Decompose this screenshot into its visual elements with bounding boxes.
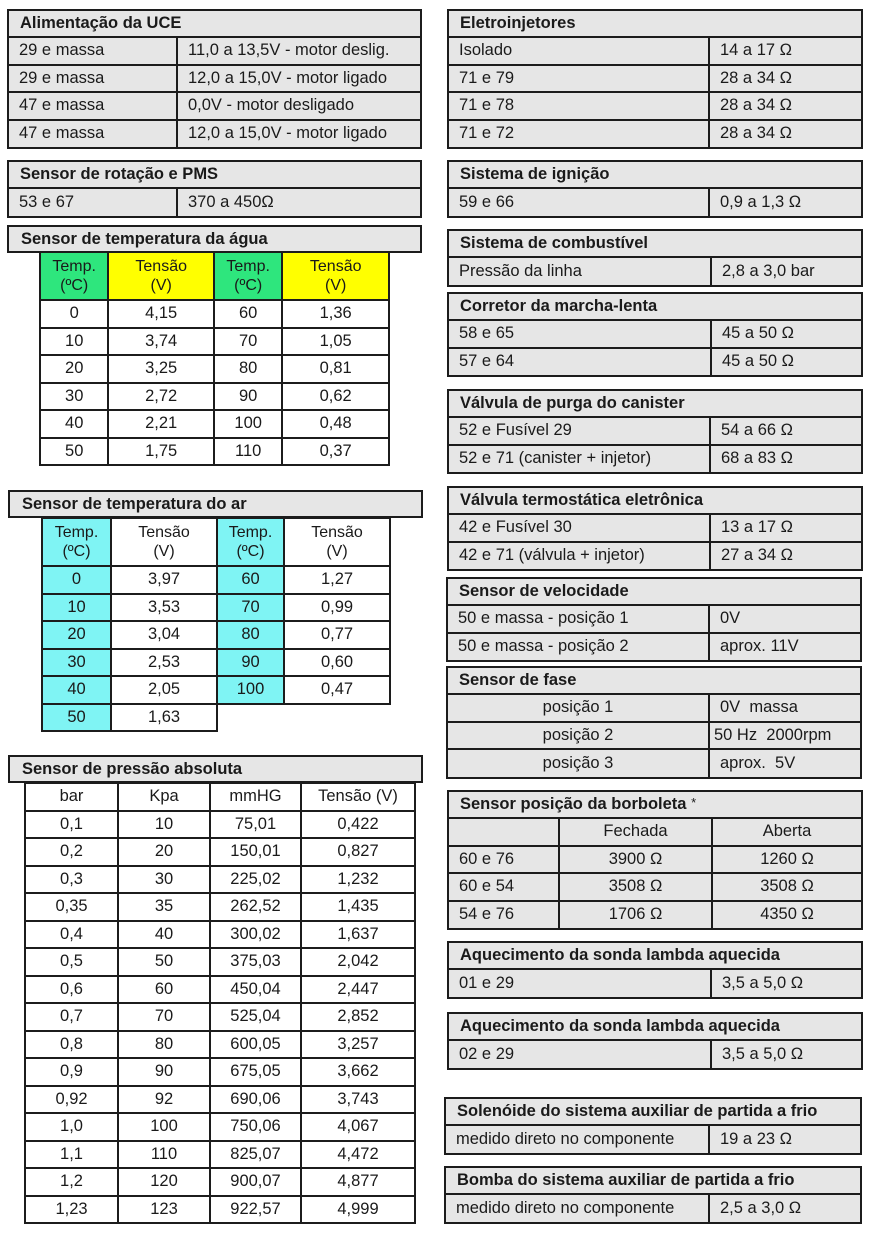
cell: 123 [118, 1196, 210, 1224]
cell: 70 [217, 594, 284, 622]
cell: 54 e 76 [449, 901, 559, 929]
cell: 47 e massa [9, 92, 177, 120]
cell: medido direto no componente [446, 1194, 709, 1222]
table-row [448, 633, 860, 661]
title-text: Sensor posição da borboleta [460, 795, 687, 813]
cell: 900,07 [210, 1168, 301, 1196]
col-header: bar [25, 783, 118, 811]
sensor-velocidade-table [446, 577, 862, 662]
cell: 54 a 66 Ω [710, 417, 861, 445]
cell: 0,2 [25, 838, 118, 866]
table-row [40, 438, 389, 466]
cell: 0,77 [284, 621, 390, 649]
cell: 11,0 a 13,5V - motor deslig. [177, 37, 420, 65]
sonda-lambda-2-table [447, 1012, 863, 1070]
table-row [449, 542, 861, 570]
table-row [448, 722, 860, 750]
table-title: Sistema de combustível [460, 234, 648, 252]
table-row [25, 838, 415, 866]
table-row [449, 188, 861, 216]
table-row [25, 921, 415, 949]
cell: 110 [214, 438, 282, 466]
cell: 30 [42, 649, 111, 677]
table-row [449, 348, 861, 376]
cell: 3,257 [301, 1031, 415, 1059]
cell: 450,04 [210, 976, 301, 1004]
sensor-fase-table [446, 666, 862, 779]
cell: 0,6 [25, 976, 118, 1004]
cell: 120 [118, 1168, 210, 1196]
sensor-temp-ar-title: Sensor de temperatura do ar [8, 490, 423, 518]
cell: Pressão da linha [449, 257, 711, 285]
col-header: Aberta [712, 818, 861, 846]
cell: 45 a 50 Ω [711, 320, 861, 348]
col-header: Tensão (V) [301, 783, 415, 811]
table-row [40, 300, 389, 328]
cell: 1,27 [284, 566, 390, 594]
table-title: Sistema de ignição [460, 165, 610, 183]
table-row [42, 704, 390, 732]
cell: 2,852 [301, 1003, 415, 1031]
sensor-borboleta-table [447, 790, 863, 930]
table-row [449, 37, 861, 65]
table-row [448, 749, 860, 777]
table-row [448, 605, 860, 633]
cell: 0V [709, 605, 860, 633]
cell: 825,07 [210, 1141, 301, 1169]
table-row [25, 1168, 415, 1196]
table-title: Válvula termostática eletrônica [460, 491, 704, 509]
cell: 28 a 34 Ω [709, 120, 861, 148]
table-row [25, 1003, 415, 1031]
cell: 13 a 17 Ω [710, 514, 861, 542]
cell: 0,7 [25, 1003, 118, 1031]
cell: 28 a 34 Ω [709, 92, 861, 120]
table-row [25, 811, 415, 839]
header-text: Tensão (V) [138, 524, 190, 560]
cell: 3,743 [301, 1086, 415, 1114]
table-row [446, 1125, 860, 1153]
cell: 0,8 [25, 1031, 118, 1059]
table-title: Corretor da marcha-lenta [460, 297, 658, 315]
cell: 225,02 [210, 866, 301, 894]
cell: 80 [214, 355, 282, 383]
table-row [25, 1141, 415, 1169]
cell: 0V massa [709, 694, 860, 722]
cell: 0,5 [25, 948, 118, 976]
cell: 1,435 [301, 893, 415, 921]
cell: 150,01 [210, 838, 301, 866]
cell: 50 [40, 438, 108, 466]
cell: 0,0V - motor desligado [177, 92, 420, 120]
cell: 0,99 [284, 594, 390, 622]
cell: 52 e 71 (canister + injetor) [449, 445, 710, 473]
cell: 1,23 [25, 1196, 118, 1224]
eletroinjetores-table [447, 9, 863, 149]
table-row [42, 649, 390, 677]
table-title: Aquecimento da sonda lambda aquecida [460, 946, 780, 964]
table-row [9, 37, 420, 65]
cell: 30 [118, 866, 210, 894]
table-row [9, 120, 420, 148]
table-row [25, 1113, 415, 1141]
cell: 2,72 [108, 383, 214, 411]
table-row [9, 188, 420, 216]
table-row [25, 866, 415, 894]
table-row [42, 621, 390, 649]
cell: 20 [40, 355, 108, 383]
cell: Isolado [449, 37, 709, 65]
sistema-combustivel-table [447, 229, 863, 287]
cell: 12,0 a 15,0V - motor ligado [177, 65, 420, 93]
header-text: Temp. (ºC) [54, 524, 99, 560]
col-header-tensao [282, 252, 389, 300]
cell: 2,8 a 3,0 bar [711, 257, 861, 285]
cell: 70 [214, 328, 282, 356]
table-row [449, 514, 861, 542]
cell: 68 a 83 Ω [710, 445, 861, 473]
cell: 4,067 [301, 1113, 415, 1141]
cell: 75,01 [210, 811, 301, 839]
cell: medido direto no componente [446, 1125, 709, 1153]
table-row [449, 901, 861, 929]
table-header-row [449, 818, 861, 846]
cell: 2,5 a 3,0 Ω [709, 1194, 860, 1222]
cell: 3,25 [108, 355, 214, 383]
header-text: Tensão (V) [135, 258, 187, 294]
table-title: Sensor de fase [459, 671, 577, 689]
table-row [449, 445, 861, 473]
cell: 60 [118, 976, 210, 1004]
cell: 1260 Ω [712, 846, 861, 874]
cell: 50 [42, 704, 111, 732]
cell: 3,53 [111, 594, 217, 622]
cell: 2,21 [108, 410, 214, 438]
cell [217, 704, 284, 732]
cell: 1,05 [282, 328, 389, 356]
cell: 12,0 a 15,0V - motor ligado [177, 120, 420, 148]
cell: aprox. 5V [709, 749, 860, 777]
cell: 0,422 [301, 811, 415, 839]
table-row [449, 257, 861, 285]
cell: 3,97 [111, 566, 217, 594]
cell: 28 a 34 Ω [709, 65, 861, 93]
cell: 50 e massa - posição 2 [448, 633, 709, 661]
sensor-rotacao-table [7, 160, 422, 218]
cell: 50 [118, 948, 210, 976]
table-title: Eletroinjetores [460, 14, 576, 32]
cell: 52 e Fusível 29 [449, 417, 710, 445]
cell: posição 3 [448, 749, 709, 777]
cell: 4,999 [301, 1196, 415, 1224]
table-row [40, 410, 389, 438]
cell: 375,03 [210, 948, 301, 976]
cell: posição 2 [448, 722, 709, 750]
cell: 80 [217, 621, 284, 649]
table-row [449, 969, 861, 997]
cell: 0,92 [25, 1086, 118, 1114]
cell: 3508 Ω [712, 873, 861, 901]
header-text: Temp. (ºC) [228, 524, 273, 560]
table-row [449, 320, 861, 348]
cell: 690,06 [210, 1086, 301, 1114]
cell: 40 [40, 410, 108, 438]
cell: 2,447 [301, 976, 415, 1004]
sensor-temp-agua-table [39, 251, 390, 466]
cell: 53 e 67 [9, 188, 177, 216]
table-row [449, 873, 861, 901]
table-row [446, 1194, 860, 1222]
cell: 90 [214, 383, 282, 411]
col-header: Kpa [118, 783, 210, 811]
cell: 1,232 [301, 866, 415, 894]
table-row [42, 676, 390, 704]
cell: 262,52 [210, 893, 301, 921]
header-text: Temp. (ºC) [52, 258, 96, 294]
cell: 20 [42, 621, 111, 649]
cell [284, 704, 390, 732]
cell: 60 [214, 300, 282, 328]
cell: 0,35 [25, 893, 118, 921]
cell: 10 [42, 594, 111, 622]
table-title: Aquecimento da sonda lambda aquecida [460, 1017, 780, 1035]
cell: 4350 Ω [712, 901, 861, 929]
cell: 40 [118, 921, 210, 949]
cell: 02 e 29 [449, 1040, 711, 1068]
header-text: Tensão (V) [309, 258, 362, 294]
cell: 0,37 [282, 438, 389, 466]
alimentacao-uce-table [7, 9, 422, 149]
cell: 14 a 17 Ω [709, 37, 861, 65]
table-title: Alimentação da UCE [20, 14, 182, 32]
cell: 1,2 [25, 1168, 118, 1196]
table-row [40, 355, 389, 383]
cell: 370 a 450Ω [177, 188, 420, 216]
cell: 4,877 [301, 1168, 415, 1196]
cell: 0,60 [284, 649, 390, 677]
table-row [449, 1040, 861, 1068]
cell: 0,48 [282, 410, 389, 438]
cell: 30 [40, 383, 108, 411]
cell: 300,02 [210, 921, 301, 949]
cell: 4,472 [301, 1141, 415, 1169]
cell: 71 e 78 [449, 92, 709, 120]
cell: 50 Hz 2000rpm [709, 722, 860, 750]
cell: 525,04 [210, 1003, 301, 1031]
cell: 92 [118, 1086, 210, 1114]
col-header: mmHG [210, 783, 301, 811]
table-title: Solenóide do sistema auxiliar de partida a frio [457, 1102, 818, 1120]
cell: 42 e 71 (válvula + injetor) [449, 542, 710, 570]
table-row [449, 846, 861, 874]
cell: 0,3 [25, 866, 118, 894]
cell: 57 e 64 [449, 348, 711, 376]
sensor-pressao-title: Sensor de pressão absoluta [8, 755, 423, 783]
col-header-temp [214, 252, 282, 300]
table-row [449, 120, 861, 148]
cell: 1,36 [282, 300, 389, 328]
cell: 110 [118, 1141, 210, 1169]
sonda-lambda-1-table [447, 941, 863, 999]
table-row [25, 976, 415, 1004]
cell: aprox. 11V [709, 633, 860, 661]
sensor-temp-agua-title: Sensor de temperatura da água [7, 225, 422, 253]
cell: 1,0 [25, 1113, 118, 1141]
cell: 42 e Fusível 30 [449, 514, 710, 542]
cell: 60 e 54 [449, 873, 559, 901]
cell: 3900 Ω [559, 846, 712, 874]
cell: 2,042 [301, 948, 415, 976]
cell: 1,75 [108, 438, 214, 466]
cell: 0,62 [282, 383, 389, 411]
cell: 10 [118, 811, 210, 839]
cell: 0,9 a 1,3 Ω [709, 188, 861, 216]
table-row [9, 92, 420, 120]
cell: 35 [118, 893, 210, 921]
cell: 0,81 [282, 355, 389, 383]
header-text: Tensão (V) [311, 524, 363, 560]
footnote-marker: * [691, 795, 697, 810]
cell: 3,662 [301, 1058, 415, 1086]
cell: 0,9 [25, 1058, 118, 1086]
cell: 10 [40, 328, 108, 356]
table-row [25, 1058, 415, 1086]
cell: 27 a 34 Ω [710, 542, 861, 570]
valvula-purga-table [447, 389, 863, 474]
col-header-tensao [108, 252, 214, 300]
cell: 01 e 29 [449, 969, 711, 997]
cell: 3,5 a 5,0 Ω [711, 969, 861, 997]
cell: 19 a 23 Ω [709, 1125, 860, 1153]
corretor-marcha-lenta-table [447, 292, 863, 377]
cell: 0,4 [25, 921, 118, 949]
table-title [449, 792, 861, 818]
table-title: Bomba do sistema auxiliar de partida a frio [457, 1171, 795, 1189]
cell: 80 [118, 1031, 210, 1059]
cell: 90 [217, 649, 284, 677]
cell: 40 [42, 676, 111, 704]
sensor-pressao-table [24, 782, 416, 1224]
cell: 3,74 [108, 328, 214, 356]
cell: 1,63 [111, 704, 217, 732]
col-header-tensao [284, 518, 390, 566]
cell: 1,637 [301, 921, 415, 949]
cell: 50 e massa - posição 1 [448, 605, 709, 633]
cell: 0,827 [301, 838, 415, 866]
cell: 45 a 50 Ω [711, 348, 861, 376]
cell: 58 e 65 [449, 320, 711, 348]
table-row [25, 1196, 415, 1224]
cell: 100 [118, 1113, 210, 1141]
table-title: Sensor de velocidade [459, 582, 629, 600]
cell: posição 1 [448, 694, 709, 722]
table-row [449, 92, 861, 120]
sensor-temp-ar-table [41, 517, 391, 732]
cell: 47 e massa [9, 120, 177, 148]
table-row [25, 1031, 415, 1059]
cell: 59 e 66 [449, 188, 709, 216]
table-row [25, 948, 415, 976]
cell: 100 [214, 410, 282, 438]
table-row [42, 566, 390, 594]
col-header-tensao [111, 518, 217, 566]
bomba-partida-frio-table [444, 1166, 862, 1224]
col-header-temp [217, 518, 284, 566]
col-header-temp [40, 252, 108, 300]
cell: 1706 Ω [559, 901, 712, 929]
cell: 600,05 [210, 1031, 301, 1059]
cell: 1,1 [25, 1141, 118, 1169]
cell: 750,06 [210, 1113, 301, 1141]
table-row [40, 328, 389, 356]
cell: 0 [42, 566, 111, 594]
cell: 29 e massa [9, 37, 177, 65]
table-row [42, 594, 390, 622]
cell: 60 [217, 566, 284, 594]
cell: 70 [118, 1003, 210, 1031]
cell: 71 e 79 [449, 65, 709, 93]
cell: 2,05 [111, 676, 217, 704]
table-title: Sensor de rotação e PMS [20, 165, 219, 183]
table-row [448, 694, 860, 722]
sistema-ignicao-table [447, 160, 863, 218]
cell: 3,04 [111, 621, 217, 649]
table-row [9, 65, 420, 93]
cell: 2,53 [111, 649, 217, 677]
solenoide-partida-frio-table [444, 1097, 862, 1155]
valvula-termostatica-table [447, 486, 863, 571]
cell: 100 [217, 676, 284, 704]
cell: 922,57 [210, 1196, 301, 1224]
cell: 90 [118, 1058, 210, 1086]
cell [449, 818, 559, 846]
cell: 0 [40, 300, 108, 328]
table-row [25, 893, 415, 921]
table-title: Válvula de purga do canister [460, 394, 685, 412]
cell: 3,5 a 5,0 Ω [711, 1040, 861, 1068]
cell: 20 [118, 838, 210, 866]
table-row [449, 417, 861, 445]
cell: 60 e 76 [449, 846, 559, 874]
header-text: Temp. (ºC) [226, 258, 270, 294]
cell: 675,05 [210, 1058, 301, 1086]
table-row [40, 383, 389, 411]
cell: 4,15 [108, 300, 214, 328]
cell: 71 e 72 [449, 120, 709, 148]
cell: 0,1 [25, 811, 118, 839]
table-row [25, 1086, 415, 1114]
cell: 3508 Ω [559, 873, 712, 901]
cell: 0,47 [284, 676, 390, 704]
col-header: Fechada [559, 818, 712, 846]
col-header-temp [42, 518, 111, 566]
table-row [449, 65, 861, 93]
cell: 29 e massa [9, 65, 177, 93]
